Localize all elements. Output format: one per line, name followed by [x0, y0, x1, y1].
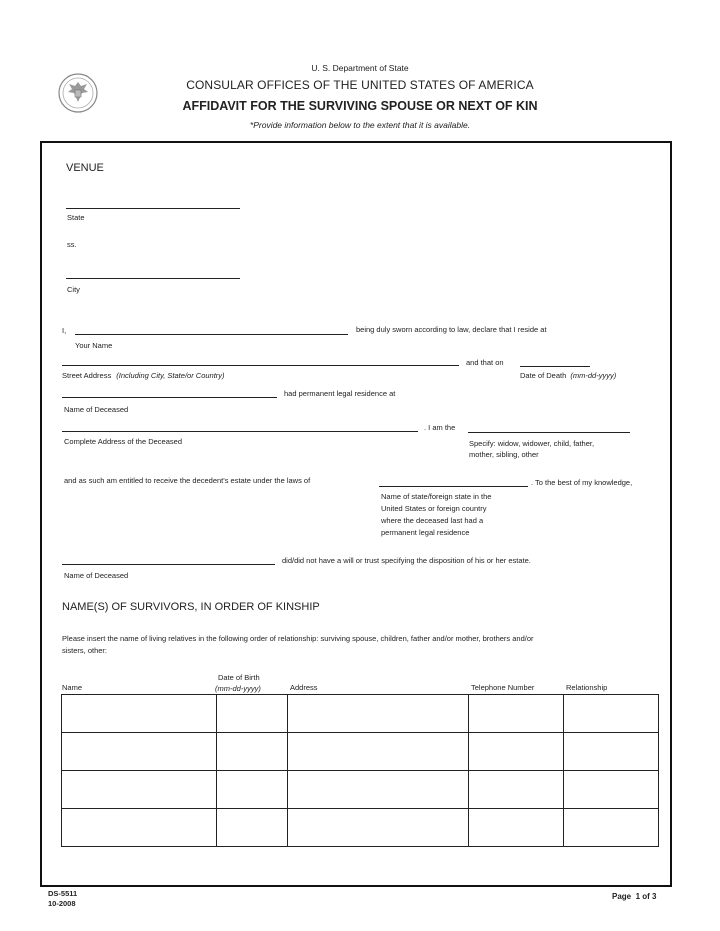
table-row — [62, 809, 659, 847]
survivor-phone-cell[interactable] — [469, 695, 564, 733]
street-hint: (Including City, State/or Country) — [116, 371, 225, 380]
date-of-death-label — [520, 371, 616, 380]
page-number: Page 1 of 3 — [612, 892, 657, 901]
col-dob-header: Date of Birth — [218, 673, 260, 682]
i-am-the-text: . I am the — [424, 423, 456, 432]
state-note-line-4: permanent legal residence — [381, 528, 470, 537]
name-of-deceased-label-2: Name of Deceased — [64, 571, 129, 580]
survivor-phone-cell[interactable] — [469, 771, 564, 809]
name-of-deceased-field[interactable] — [62, 397, 277, 398]
state-label: State — [67, 213, 85, 222]
col-telephone-header: Telephone Number — [471, 683, 535, 692]
date-format-hint: (mm-dd-yyyy) — [570, 371, 617, 380]
survivors-instruction-2: sisters, other: — [62, 646, 108, 655]
your-name-field[interactable] — [75, 334, 348, 335]
street-label: Street Address — [62, 371, 112, 380]
department-name: U. S. Department of State — [311, 63, 409, 73]
survivor-name-cell[interactable] — [62, 771, 217, 809]
state-of-laws-field[interactable] — [379, 486, 528, 487]
street-address-label — [62, 371, 225, 380]
survivor-name-cell[interactable] — [62, 695, 217, 733]
best-knowledge-text: . To the best of my knowledge, — [531, 478, 633, 487]
survivor-phone-cell[interactable] — [469, 809, 564, 847]
survivor-dob-cell[interactable] — [217, 695, 288, 733]
survivor-dob-cell[interactable] — [217, 809, 288, 847]
agency-name: CONSULAR OFFICES OF THE UNITED STATES OF AMERICA — [186, 78, 534, 92]
relationship-to-deceased-field[interactable] — [468, 432, 630, 433]
survivors-heading: NAME(S) OF SURVIVORS, IN ORDER OF KINSHIP — [62, 601, 320, 613]
your-name-label: Your Name — [75, 341, 113, 350]
specify-line-2: mother, sibling, other — [469, 450, 539, 459]
col-address-header: Address — [290, 683, 318, 692]
complete-address-field[interactable] — [62, 431, 418, 432]
survivor-address-cell[interactable] — [288, 733, 469, 771]
city-label: City — [67, 285, 80, 294]
col-name-header: Name — [62, 683, 83, 692]
ss-label: ss. — [67, 240, 77, 249]
survivor-dob-cell[interactable] — [217, 733, 288, 771]
survivor-relationship-cell[interactable] — [564, 695, 659, 733]
survivor-relationship-cell[interactable] — [564, 771, 659, 809]
table-row — [62, 695, 659, 733]
survivor-name-cell[interactable] — [62, 733, 217, 771]
deceased-will-name-field[interactable] — [62, 564, 275, 565]
col-dob-format: (mm-dd-yyyy) — [215, 684, 261, 693]
and-that-on-text: and that on — [466, 358, 504, 367]
survivor-address-cell[interactable] — [288, 809, 469, 847]
form-title: AFFIDAVIT FOR THE SURVIVING SPOUSE OR NEXT OF KIN — [182, 99, 538, 113]
date-of-death-text: Date of Death — [520, 371, 567, 380]
state-note-line-2: United States or foreign country — [381, 504, 487, 513]
name-of-deceased-label: Name of Deceased — [64, 405, 129, 414]
sworn-text: being duly sworn according to law, declare that I reside at — [356, 325, 547, 334]
city-field[interactable] — [66, 278, 240, 279]
survivors-table — [61, 694, 659, 847]
form-instruction: *Provide information below to the extent that it is available. — [249, 120, 471, 130]
form-number: DS-5511 — [48, 889, 78, 898]
col-relationship-header: Relationship — [566, 683, 608, 692]
specify-line-1: Specify: widow, widower, child, father, — [469, 439, 595, 448]
survivor-address-cell[interactable] — [288, 695, 469, 733]
residence-text: had permanent legal residence at — [284, 389, 396, 398]
form-date: 10-2008 — [48, 899, 76, 908]
table-row — [62, 771, 659, 809]
survivor-relationship-cell[interactable] — [564, 809, 659, 847]
venue-heading: VENUE — [66, 162, 104, 174]
table-row — [62, 733, 659, 771]
will-text: did/did not have a will or trust specifying the disposition of his or her estate. — [282, 556, 531, 565]
state-note-line-1: Name of state/foreign state in the — [381, 492, 492, 501]
survivor-address-cell[interactable] — [288, 771, 469, 809]
state-note-line-3: where the deceased last had a — [381, 516, 484, 525]
survivor-phone-cell[interactable] — [469, 733, 564, 771]
street-address-field[interactable] — [62, 365, 459, 366]
state-field[interactable] — [66, 208, 240, 209]
estate-text: and as such am entitled to receive the decedent's estate under the laws of — [64, 476, 311, 485]
survivors-instruction-1: Please insert the name of living relatives in the following order of relationship: surviving spouse, children, father and/or mother, brothers and/or — [62, 634, 534, 643]
i-label: I, — [62, 326, 67, 335]
survivor-name-cell[interactable] — [62, 809, 217, 847]
complete-address-label: Complete Address of the Deceased — [64, 437, 182, 446]
survivor-dob-cell[interactable] — [217, 771, 288, 809]
date-of-death-field[interactable] — [520, 366, 590, 367]
survivor-relationship-cell[interactable] — [564, 733, 659, 771]
